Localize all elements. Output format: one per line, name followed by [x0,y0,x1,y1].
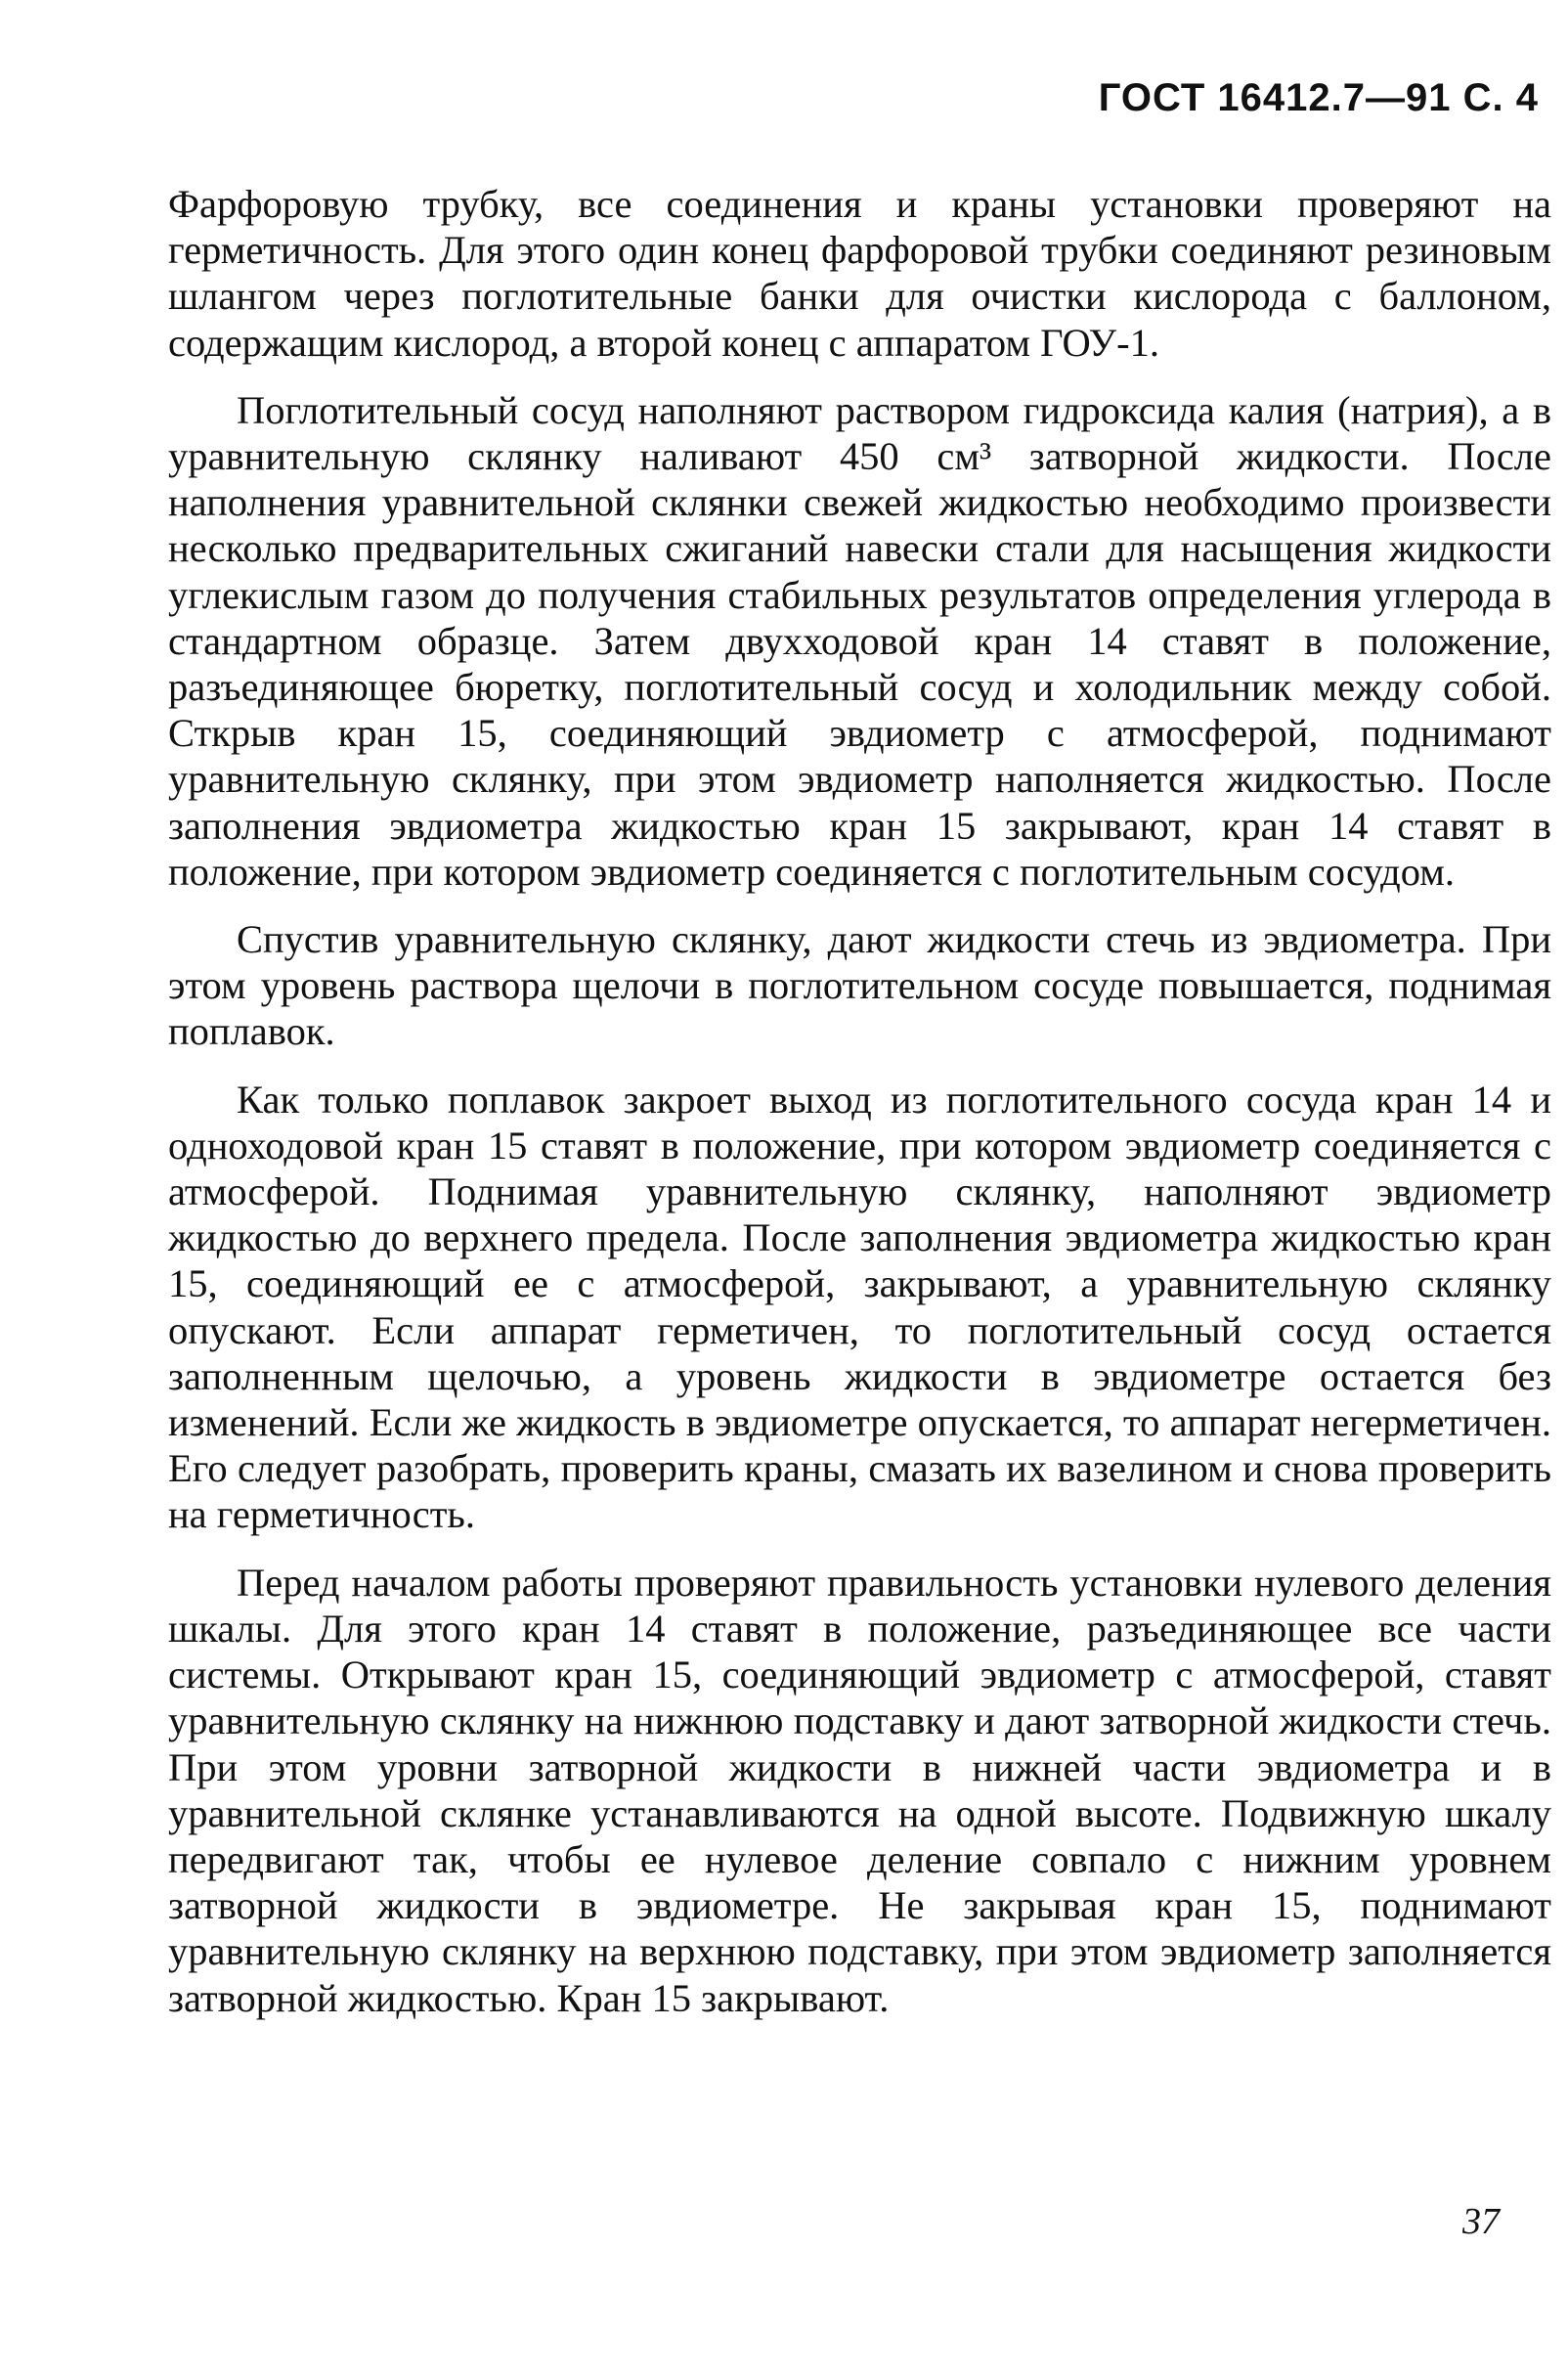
running-head: ГОСТ 16412.7—91 С. 4 [1098,76,1539,119]
page-number: 37 [1462,2201,1500,2242]
paragraph-2: Поглотительный сосуд наполняют раствором гидроксида калия (натрия), а в уравнительную склянку наливают 450 см³ затворной жидкости. После наполнения уравнительной склянки свежей жидкостью необходимо произвести несколько предварительных сжиганий навески стали для насыщения жидкости углекислым газом до получения стабильных результатов определения углерода в стандартном образце. Затем двухходовой кран 14 ставят в положение, разъединяющее бюретку, поглотительный сосуд и холодильник между собой. Сткрыв кран 15, соединяющий эвдиометр с атмосферой, поднимают уравнительную склянку, при этом эвдиометр наполняется жидкостью. После заполнения эвдиометра жидкостью кран 15 закрывают, кран 14 ставят в положение, при котором эвдиометр соединяется с поглотительным сосудом. [168,387,1551,894]
paragraph-5: Перед началом работы проверяют правильность установки нулевого деления шкалы. Для этого кран 14 ставят в положение, разъединяющее все части системы. Открывают кран 15, соединяющий эвдиометр с атмосферой, ставят уравнительную склянку на нижнюю подставку и дают затворной жидкости стечь. При этом уровни затворной жидкости в нижней части эвдиометра и в уравнительной склянке устанавливаются на одной высоте. Подвижную шкалу передвигают так, чтобы ее нулевое деление совпало с нижним уровнем затворной жидкости в эвдиометре. Не закрывая кран 15, поднимают уравнительную склянку на верхнюю подставку, при этом эвдиометр заполняется затворной жидкостью. Кран 15 закрывают. [168,1560,1551,2020]
paragraph-4: Как только поплавок закроет выход из поглотительного сосуда кран 14 и одноходовой кран 15 ставят в положение, при котором эвдиометр соединяется с атмосферой. Поднимая уравнительную склянку, наполняют эвдиометр жидкостью до верхнего предела. После заполнения эвдиометра жидкостью кран 15, соединяющий ее с атмосферой, закрывают, а уравнительную склянку опускают. Если аппарат герметичен, то поглотительный сосуд остается заполненным щелочью, а уровень жидкости в эвдиометре остается без изменений. Если же жидкость в эвдиометре опускается, то аппарат негерметичен. Его следует разобрать, проверить краны, смазать их вазелином и снова проверить на герметичность. [168,1077,1551,1537]
body-text [168,181,1551,2043]
paragraph-1: Фарфоровую трубку, все соединения и краны установки проверяют на герметичность. Для этого один конец фарфоровой трубки соединяют резиновым шлангом через поглотительные банки для очистки кислорода с баллоном, содержащим кислород, а второй конец с аппаратом ГОУ-1. [168,182,1551,365]
paragraph-3: Спустив уравнительную склянку, дают жидкости стечь из эвдиометра. При этом уровень раствора щелочи в поглотительном сосуде повышается, поднимая поплавок. [168,917,1551,1054]
